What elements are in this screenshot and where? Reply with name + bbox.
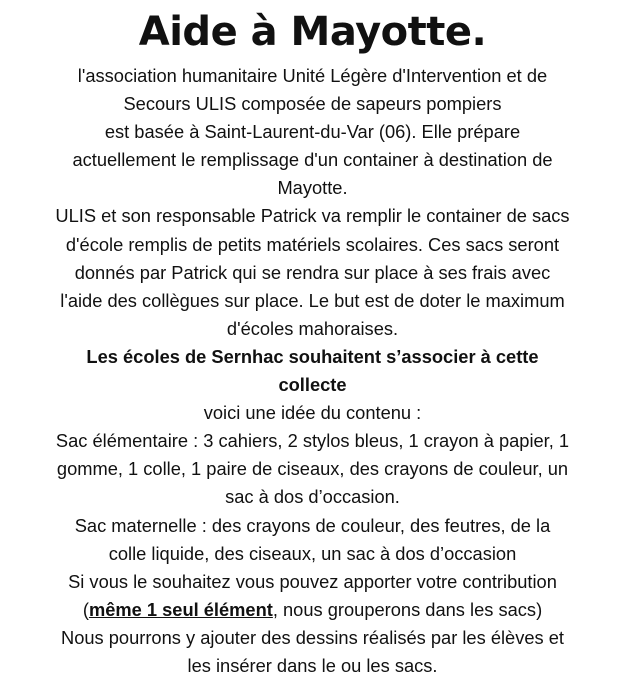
content-line: Si vous le souhaitez vous pouvez apporter votre contribution (68, 570, 557, 592)
intro-line: est basée à Saint-Laurent-du-Var (06). Elle prépare (104, 121, 521, 143)
intro-line: Secours ULIS composée de sapeurs pompiers (123, 93, 502, 115)
page-title: Aide à Mayotte. (138, 9, 487, 55)
intro-line: d'école remplis de petits matériels scolaires. Ces sacs seront (65, 233, 560, 255)
schools-announcement (14, 343, 611, 399)
emphasis-text: même 1 seul élément (88, 598, 273, 620)
content-list (14, 399, 611, 596)
intro-line: Mayotte. (277, 177, 348, 199)
content-line: sac à dos d’occasion. (225, 486, 400, 508)
content-line: Sac maternelle : des crayons de couleur, des feutres, de la (74, 514, 551, 536)
intro-line: ULIS et son responsable Patrick va remplir le container de sacs (55, 205, 570, 227)
announcement-line: Les écoles de Sernhac souhaitent s’associer à cette (86, 345, 539, 367)
contribution-line (14, 596, 611, 624)
contribution-rest: , nous grouperons dans les sacs) (272, 598, 543, 620)
intro-line: actuellement le remplissage d'un container à destination de (72, 149, 553, 171)
intro-line: l'association humanitaire Unité Légère d'Intervention et de (77, 65, 548, 86)
announcement-line: collecte (278, 374, 347, 396)
closing-paragraph (14, 624, 611, 680)
closing-line: les insérer dans le ou les sacs. (187, 654, 438, 676)
content-line: voici une idée du contenu : (203, 402, 422, 424)
intro-line: d'écoles mahoraises. (226, 317, 399, 339)
intro-line: l'aide des collègues sur place. Le but est de doter le maximum (60, 289, 565, 311)
open-paren: ( (82, 598, 89, 620)
content-line: gomme, 1 colle, 1 paire de ciseaux, des crayons de couleur, un (56, 458, 569, 480)
intro-line: donnés par Patrick qui se rendra sur place à ses frais avec (74, 261, 551, 283)
content-line: Sac élémentaire : 3 cahiers, 2 stylos bleus, 1 crayon à papier, 1 (55, 430, 570, 452)
closing-line: Nous pourrons y ajouter des dessins réalisés par les élèves et (61, 626, 564, 648)
content-line: colle liquide, des ciseaux, un sac à dos d’occasion (108, 542, 517, 564)
flyer-body (14, 62, 611, 680)
intro-paragraph (14, 62, 611, 343)
